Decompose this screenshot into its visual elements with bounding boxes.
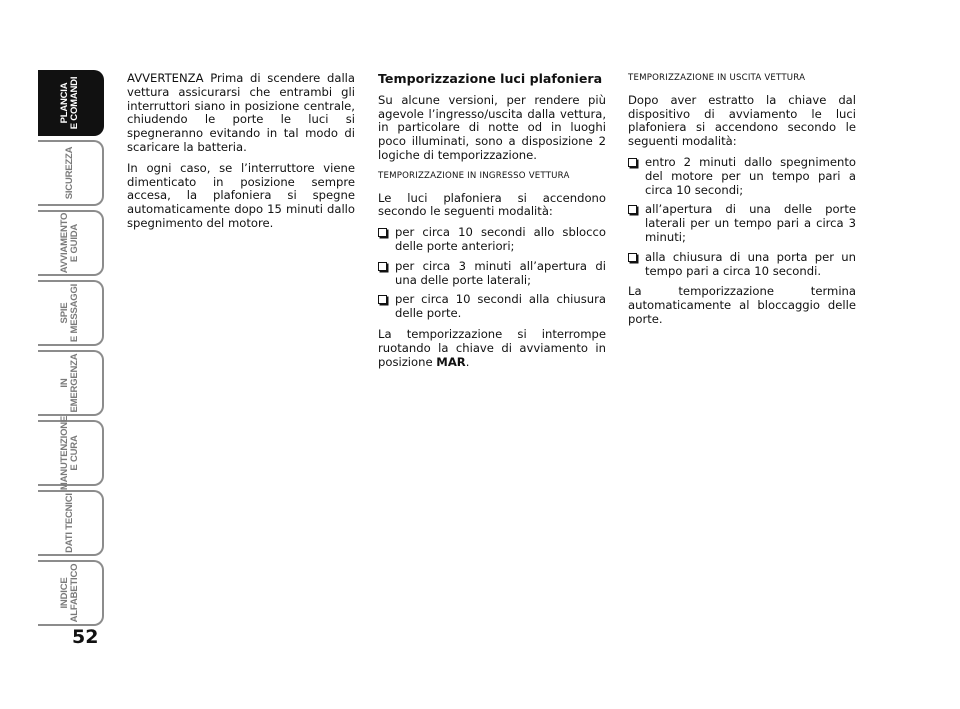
- list-item: [628, 203, 856, 244]
- body-paragraph: In ogni caso, se l’interruttore viene dimenticato in posizione sempre accesa, la plafoniera si spegne automaticamente dopo 15 minuti dallo spegnimento del motore.: [127, 160, 355, 230]
- tab-in-emergenza[interactable]: [38, 350, 104, 416]
- column-right: [628, 72, 856, 334]
- list-item: [628, 156, 856, 197]
- list-item-text: entro 2 minuti dallo spegnimento del motore per un tempo pari a circa 10 secondi;: [645, 154, 856, 197]
- lead-paragraph: Dopo aver estratto la chiave dal dispositivo di avviamento le luci plafoniera si accendono secondo le seguenti modalità:: [628, 92, 856, 149]
- checkbox-bullet-icon: [628, 205, 637, 214]
- list-item-text: per circa 10 secondi allo sblocco delle porte anteriori;: [395, 225, 606, 253]
- lead-paragraph: Le luci plafoniera si accendono secondo le seguenti modalità:: [378, 190, 606, 219]
- tab-dati-tecnici[interactable]: [38, 490, 104, 556]
- checkbox-bullet-icon: [628, 253, 637, 262]
- keyword-mar: MAR: [436, 354, 466, 369]
- closing-end: .: [465, 354, 470, 369]
- closing-paragraph: [378, 328, 606, 369]
- tab-label: SPIE E MESSAGGI: [59, 283, 80, 343]
- bullet-list: [378, 226, 606, 321]
- tab-label: IN EMERGENZA: [59, 353, 80, 413]
- list-item: [628, 251, 856, 279]
- tab-label: INDICE ALFABETICO: [59, 563, 80, 623]
- warning-paragraph: AVVERTENZA Prima di scendere dalla vettura assicurarsi che entrambi gli interruttori siano in posizione centrale, chiudendo le porte le luci si spegneranno evitando in tal modo di scaricare la batteria.: [127, 71, 355, 154]
- list-item-text: per circa 3 minuti all’apertura di una delle porte laterali;: [395, 258, 606, 287]
- column-middle: [378, 72, 606, 376]
- tab-plancia-e-comandi[interactable]: [38, 70, 104, 136]
- tab-label: MANUTENZIONE E CURA: [59, 415, 80, 491]
- tab-avviamento-e-guida[interactable]: [38, 210, 104, 276]
- section-heading: Temporizzazione luci plafoniera: [378, 71, 603, 86]
- checkbox-bullet-icon: [378, 295, 387, 304]
- checkbox-bullet-icon: [628, 158, 637, 167]
- list-item-text: alla chiusura di una porta per un tempo pari a circa 10 secondi.: [645, 249, 856, 278]
- page-number: 52: [72, 626, 99, 648]
- list-item: [378, 226, 606, 254]
- intro-paragraph: Su alcune versioni, per rendere più agevole l’ingresso/uscita dalla vettura, in particolare di notte od in luoghi poco illuminati, sono a disposizione 2 logiche di temporizzazione.: [378, 92, 606, 162]
- tab-label: DATI TECNICI: [64, 493, 75, 553]
- checkbox-bullet-icon: [378, 262, 387, 271]
- tab-spie-e-messaggi[interactable]: [38, 280, 104, 346]
- tab-sicurezza[interactable]: [38, 140, 104, 206]
- tab-indice-alfabetico[interactable]: [38, 560, 104, 626]
- list-item: [378, 260, 606, 288]
- column-left: [127, 72, 355, 238]
- list-item-text: all’apertura di una delle porte laterali per un tempo pari a circa 3 minuti;: [645, 202, 856, 244]
- checkbox-bullet-icon: [378, 228, 387, 237]
- list-item-text: per circa 10 secondi alla chiusura delle porte.: [395, 292, 606, 321]
- tab-label: SICUREZZA: [64, 146, 75, 200]
- tab-label: PLANCIA E COMANDI: [59, 76, 80, 130]
- subheading-uscita: TEMPORIZZAZIONE IN USCITA VETTURA: [628, 73, 806, 83]
- subheading-ingresso: TEMPORIZZAZIONE IN INGRESSO VETTURA: [378, 170, 570, 181]
- closing-text: La temporizzazione si interrompe ruotando la chiave di avviamento in posizione: [378, 326, 606, 369]
- bullet-list: [628, 156, 856, 278]
- list-item: [378, 293, 606, 321]
- tab-label: AVVIAMENTO E GUIDA: [59, 212, 80, 274]
- closing-paragraph: La temporizzazione termina automaticamente al bloccaggio delle porte.: [628, 284, 856, 326]
- tab-manutenzione-e-cura[interactable]: [38, 415, 104, 491]
